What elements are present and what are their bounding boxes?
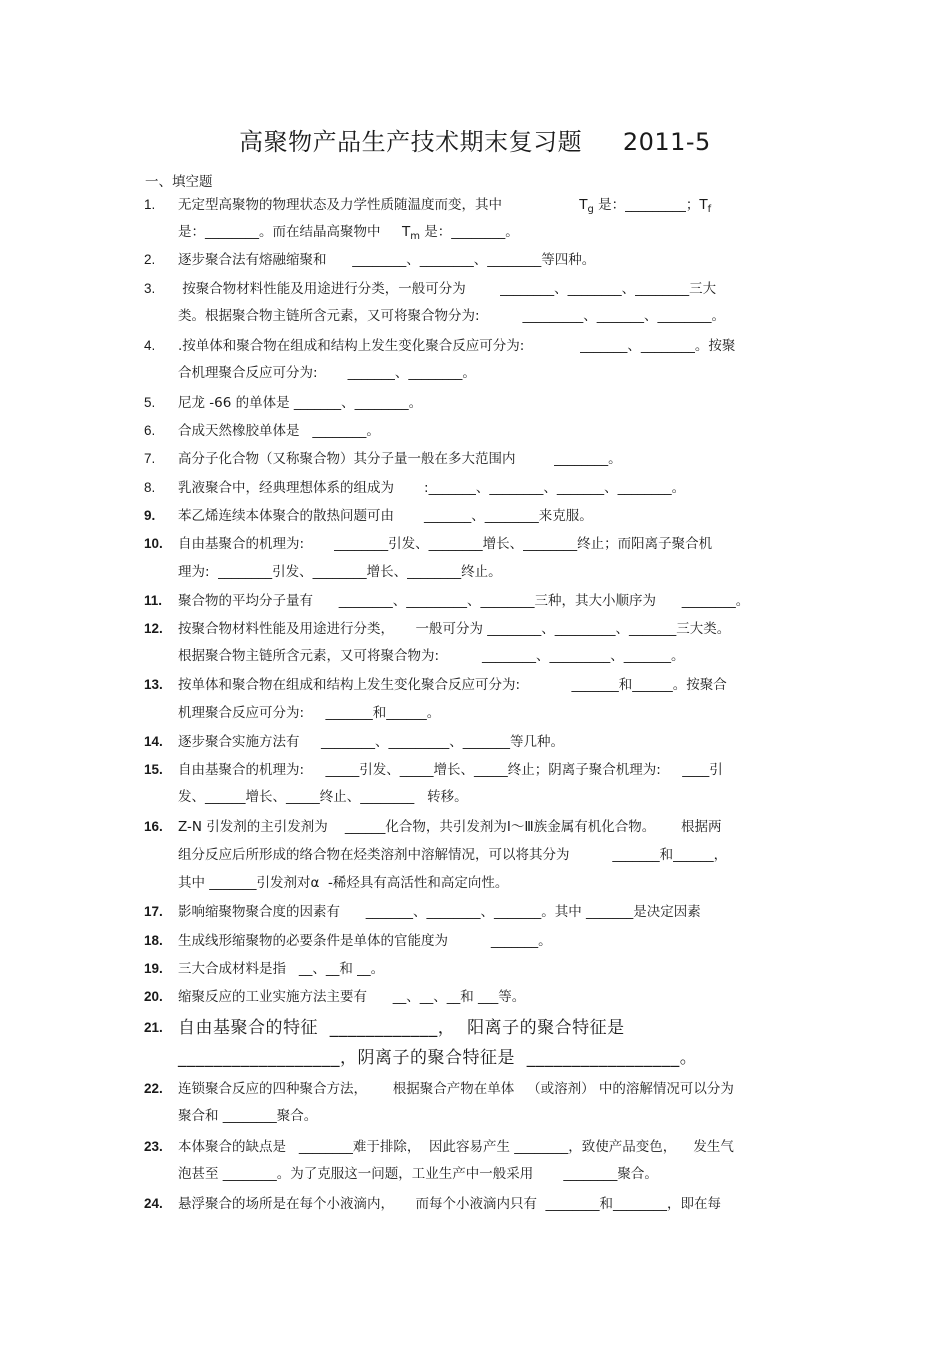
question-number: 15. — [144, 762, 163, 777]
question-number: 18. — [144, 933, 163, 948]
question-text — [178, 988, 525, 1006]
question-text-content: 自由基聚合的机理为: ________引发、________增长、________终止；而阳离子聚合机 — [178, 536, 713, 552]
question-number: 10. — [144, 536, 163, 551]
question-text-content: 苯乙烯连续本体聚合的散热问题可由 _______、________来克服。 — [178, 508, 593, 524]
question-number: 2. — [144, 252, 156, 267]
question-text-content: 悬浮聚合的场所是在每个小液滴内， 而每个小液滴内只有 ________和________，即在每 — [178, 1196, 722, 1212]
question-text-content: 连锁聚合反应的四种聚合方法， 根据聚合产物在单体 （或溶剂） 中的溶解情况可以分为 — [178, 1081, 734, 1097]
question-text-content: 机理聚合反应可分为: _______和______。 — [178, 705, 441, 721]
question-text-content: 缩聚反应的工业实施方法主要有 __、__、__和 ___等。 — [178, 989, 526, 1005]
question-text — [178, 223, 519, 246]
question-text — [178, 874, 508, 892]
question-text — [178, 251, 595, 269]
question-text-content: 泡甚至 ________。为了克服这一问题，工业生产中一般采用 ________聚合。 — [178, 1166, 658, 1182]
question-text-content: 组分反应后所形成的络合物在烃类溶剂中溶解情况，可以将其分为 _______和______， — [178, 847, 728, 863]
question-number: 4. — [144, 338, 156, 353]
question-number: 12. — [144, 621, 163, 636]
question-text-content: 无定型高聚物的物理状态及力学性质随温度而变，其中 T — [178, 197, 588, 213]
question-text-content: Z-N 引发剂的主引发剂为 ______化合物，共引发剂为Ⅰ～Ⅲ族金属有机化合物。 根据两 — [178, 819, 722, 835]
question-text — [178, 818, 721, 836]
question-text-content: 高分子化合物（又称聚合物）其分子量一般在多大范围内 ________。 — [178, 451, 622, 467]
question-text-content: 根据聚合物主链所含元素，又可将聚合物为: ________、_________、_______。 — [178, 648, 685, 664]
question-text-content: __________________，阴离子的聚合特征是 _________________。 — [178, 1048, 698, 1068]
question-text-content: 逐步聚合法有熔融缩聚和 ________、________、________等四种。 — [178, 252, 596, 268]
question-text-content: 聚合物的平均分子量有 ________、_________、________三种，其大小顺序为 ________。 — [178, 593, 750, 609]
question-text-content: 发、______增长、_____终止、________ 转移。 — [178, 789, 468, 805]
question-number: 9. — [144, 508, 156, 523]
question-text — [178, 903, 701, 921]
question-text-content: 逐步聚合实施方法有 ________、_________、_______等几种。 — [178, 734, 564, 750]
question-text-content: 影响缩聚物聚合度的因素有 _______、________、_______。其中 _______是决定因素 — [178, 904, 701, 920]
question-text — [178, 1080, 734, 1098]
question-text — [178, 846, 727, 864]
question-number: 5. — [144, 395, 156, 410]
subscript-f: f — [707, 204, 712, 215]
question-number: 14. — [144, 734, 163, 749]
question-number: 21. — [144, 1020, 163, 1035]
question-text-content: 自由基聚合的特征 ____________， 阳离子的聚合特征是 — [178, 1018, 625, 1038]
question-text-content: 按聚合物材料性能及用途进行分类，一般可分为 ________、________、________三大 — [178, 281, 717, 297]
question-text — [178, 535, 712, 553]
question-text-content: .按单体和聚合物在组成和结构上发生变化聚合反应可分为: _______、________。按聚 — [178, 338, 736, 354]
question-text-content: 类。根据聚合物主链所含元素，又可将聚合物分为: _________、_______、________。 — [178, 308, 725, 324]
question-number: 7. — [144, 451, 156, 466]
question-text — [178, 592, 749, 610]
question-number: 1. — [144, 197, 156, 212]
question-number: 16. — [144, 819, 163, 834]
question-text-content: 其中 _______引发剂对α -稀烃具有高活性和高定向性。 — [178, 875, 509, 891]
question-text — [178, 563, 502, 581]
question-number: 23. — [144, 1139, 163, 1154]
section-heading: 一、填空题 — [145, 174, 213, 190]
question-text-content: 合机理聚合反应可分为: _______、________。 — [178, 365, 476, 381]
question-text-tail: 是：________。 — [419, 224, 519, 240]
question-text — [178, 788, 468, 806]
question-text — [178, 704, 440, 722]
question-text-content: 三大合成材料是指 __、__和 __。 — [178, 961, 385, 977]
question-text — [178, 960, 384, 978]
subscript-m: m — [410, 231, 420, 242]
question-number: 22. — [144, 1081, 163, 1096]
question-text-content: 乳液聚合中，经典理想体系的组成为 :_______、________、_______、________。 — [178, 480, 686, 496]
question-text — [178, 761, 723, 779]
question-text — [178, 394, 422, 412]
subscript-g: g — [587, 204, 594, 215]
question-text — [178, 1047, 697, 1069]
question-text-content: 合成天然橡胶单体是 ________。 — [178, 423, 380, 439]
question-text-content: 生成线形缩聚物的必要条件是单体的官能度为 _______。 — [178, 933, 552, 949]
question-text — [178, 1017, 625, 1039]
question-number: 3. — [144, 281, 156, 296]
question-text-content: 聚合和 ________聚合。 — [178, 1108, 318, 1124]
question-text — [178, 1165, 658, 1183]
question-text — [178, 733, 564, 751]
question-number: 11. — [144, 593, 163, 608]
question-text — [178, 479, 685, 497]
question-number: 20. — [144, 989, 163, 1004]
question-text — [178, 676, 727, 694]
question-text — [178, 620, 730, 638]
question-text — [178, 307, 725, 325]
question-text — [178, 280, 716, 298]
question-number: 17. — [144, 904, 163, 919]
question-number: 24. — [144, 1196, 163, 1211]
question-text-content: 本体聚合的缺点是 ________难于排除， 因此容易产生 ________，致使产品变色， 发生气 — [178, 1139, 734, 1155]
question-text — [178, 364, 476, 382]
question-number: 8. — [144, 480, 156, 495]
question-number: 13. — [144, 677, 163, 692]
question-text-tail: 是：_________；T — [593, 197, 708, 213]
question-text — [178, 1107, 317, 1125]
question-text — [178, 932, 552, 950]
question-text-content: 尼龙 -66 的单体是 _______、________。 — [178, 395, 423, 411]
question-text — [178, 1195, 721, 1213]
question-text — [178, 1138, 734, 1156]
question-number: 19. — [144, 961, 163, 976]
question-text — [178, 647, 684, 665]
question-text — [178, 450, 622, 468]
question-text — [178, 337, 735, 355]
question-text-content: 按聚合物材料性能及用途进行分类， 一般可分为 ________、_________、_______三大类。 — [178, 621, 731, 637]
question-text — [178, 196, 711, 219]
question-text-content: 自由基聚合的机理为: _____引发、_____增长、_____终止；阴离子聚合机理为: ____引 — [178, 762, 723, 778]
question-text — [178, 507, 593, 525]
question-text — [178, 422, 380, 440]
question-number: 6. — [144, 423, 156, 438]
question-text-content: 按单体和聚合物在组成和结构上发生变化聚合反应可分为: _______和______。按聚合 — [178, 677, 727, 693]
page-title: 高聚物产品生产技术期末复习题 2011-5 — [239, 128, 711, 156]
question-text-content: 是：________。而在结晶高聚物中 T — [178, 224, 411, 240]
question-text-content: 理为: ________引发、________增长、________终止。 — [178, 564, 502, 580]
